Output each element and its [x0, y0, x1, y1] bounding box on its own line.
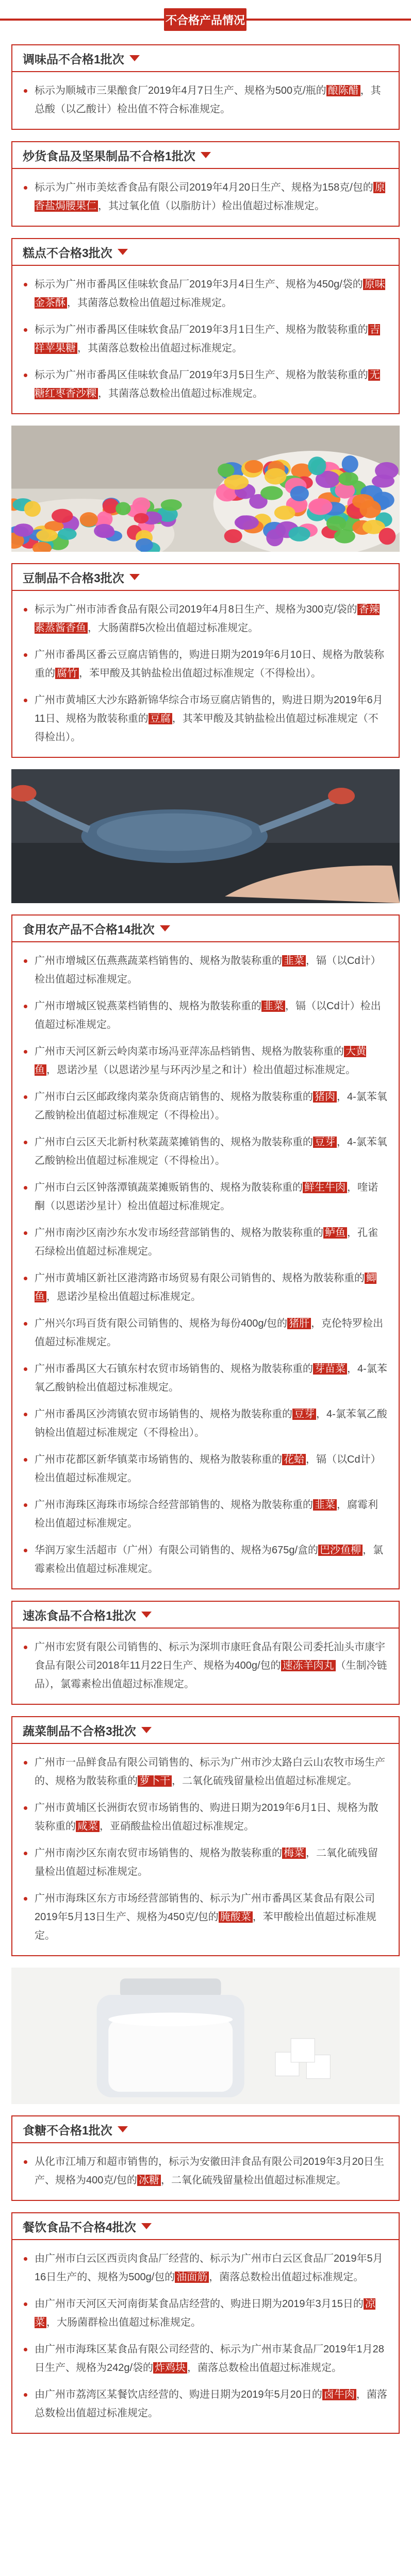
section-header: [12, 2213, 399, 2240]
item-text-segment: 广州市增城区锐燕菜档销售的、规格为散装称重的: [35, 1001, 261, 1012]
bullet-icon: [24, 328, 27, 332]
section-body: [12, 169, 399, 226]
caret-down-icon: [201, 152, 211, 158]
list-item: [24, 1224, 387, 1261]
product-name-highlight: 鲫鱼: [35, 1273, 376, 1302]
section: [11, 141, 400, 227]
section: [11, 914, 400, 1589]
item-text: [35, 1224, 387, 1261]
item-text-segment: 广州市番禺区番云豆腐店销售的，购进日期为2019年6月10日、规格为散装称重的: [35, 649, 384, 679]
section-header: [12, 239, 399, 266]
item-text: [35, 1496, 387, 1533]
section-body: [12, 942, 399, 1588]
item-text: [35, 1541, 387, 1578]
section-title: 炒货食品及坚果制品不合格1批次: [23, 149, 195, 163]
section-header: [12, 1717, 399, 1744]
product-name-highlight: 猪肝: [287, 1318, 311, 1329]
item-text-segment: 由广州市白云区西贡肉食品厂经营的、标示为广州市白云区食品厂2019年5月16日生产的、规格为500g/包的: [35, 2253, 383, 2283]
product-name-highlight: 炸鸡块: [153, 2362, 187, 2374]
list-item: [24, 366, 387, 403]
item-text-segment: ，大肠菌群检出值超过标准规定。: [46, 2317, 201, 2328]
item-text: [35, 2153, 387, 2190]
list-item: [24, 178, 387, 215]
sugar-photo: [11, 1968, 400, 2104]
list-item: [24, 1042, 387, 1079]
product-name-highlight: 冰糖: [137, 2175, 161, 2186]
product-name-highlight: 卤牛肉: [322, 2389, 356, 2400]
bullet-icon: [24, 1503, 27, 1507]
product-name-highlight: 无糖红枣香沙粿: [35, 369, 380, 399]
section-header: [12, 142, 399, 169]
section: [11, 238, 400, 414]
bullet-icon: [24, 1186, 27, 1190]
product-name-highlight: 酿陈醋: [326, 85, 360, 96]
item-text-segment: （生制冷链品），氯霉素检出值超过标准规定。: [35, 1660, 387, 1690]
section-header: [12, 916, 399, 942]
item-text-segment: ，菌落总数检出值超过标准规定。: [35, 2389, 387, 2419]
list-item: [24, 2295, 387, 2332]
bullet-icon: [24, 653, 27, 657]
item-text-segment: ，氯霉素检出值超过标准规定。: [35, 1545, 384, 1574]
item-text-segment: ，孔雀石绿检出值超过标准规定。: [35, 1227, 378, 1257]
item-text-segment: 广州市增城区伍燕燕蔬菜档销售的、规格为散装称重的: [35, 955, 282, 967]
bullet-icon: [24, 959, 27, 963]
product-name-highlight: 咸菜: [76, 1821, 100, 1832]
item-text-segment: 华润万家生活超市（广州）有限公司销售的、规格为675g/盒的: [35, 1545, 319, 1556]
list-item: [24, 1178, 387, 1215]
item-text-segment: 广州市黄埔区大沙东路新锦华综合市场豆腐店销售的，购进日期为2019年6月11日、规格为散装称重的: [35, 694, 383, 724]
section-title: 调味品不合格1批次: [23, 52, 124, 66]
caret-down-icon: [160, 925, 170, 931]
section-title: 糕点不合格3批次: [23, 246, 112, 260]
bullet-icon: [24, 1322, 27, 1326]
top-banner: [0, 5, 411, 35]
caret-down-icon: [141, 1727, 152, 1733]
product-name-highlight: 梅菜: [282, 1848, 306, 1859]
candy-photo: [11, 426, 400, 552]
list-item: [24, 1133, 387, 1170]
product-name-highlight: 大黄鱼: [35, 1046, 366, 1076]
item-text: [35, 2295, 387, 2332]
item-text-segment: 标示为广州市沛香食品有限公司2019年4月8日生产、规格为300克/袋的: [35, 604, 357, 615]
bullet-icon: [24, 699, 27, 702]
list-item: [24, 2249, 387, 2286]
list-item: [24, 1088, 387, 1125]
bullet-icon: [24, 2302, 27, 2306]
item-text: [35, 691, 387, 747]
list-item: [24, 320, 387, 358]
item-text-segment: 广州市天河区新云岭肉菜市场冯亚萍冻品档销售、规格为散装称重的: [35, 1046, 344, 1057]
item-text-segment: ，其总酸（以乙酸计）检出值不符合标准规定。: [35, 85, 381, 115]
list-item: [24, 1496, 387, 1533]
item-text-segment: 广州市南沙区南沙东水发市场经营部销售的、规格为散装称重的: [35, 1227, 323, 1239]
section-title: 速冻食品不合格1批次: [23, 1608, 136, 1622]
list-item: [24, 600, 387, 637]
bullet-icon: [24, 374, 27, 377]
bullet-icon: [24, 89, 27, 93]
bullet-icon: [24, 1231, 27, 1235]
item-text-segment: 广州市白云区钟落潭镇蔬菜摊贩销售的、规格为散装称重的: [35, 1182, 303, 1193]
item-text-segment: ，镉（以Cd计）检出值超过标准规定。: [35, 1001, 381, 1030]
product-name-highlight: 猪肉: [313, 1091, 337, 1103]
section-title: 蔬菜制品不合格3批次: [23, 1724, 136, 1738]
product-name-highlight: 凉菜: [35, 2298, 375, 2328]
item-text-segment: ，苯甲酸检出值超过标准规定。: [35, 1911, 376, 1941]
product-name-highlight: 吉祥苹果糖: [35, 324, 380, 354]
item-text-segment: 广州市宏贤有限公司销售的、标示为深圳市康旺食品有限公司委托汕头市康宇食品有限公司2018年11月22日生产、规格为400g/包的: [35, 1641, 385, 1671]
item-text-segment: 广州市海珠区海珠市场综合经营部销售的、规格为散装称重的: [35, 1499, 313, 1511]
product-name-highlight: 韭菜: [282, 955, 306, 967]
section-body: [12, 2240, 399, 2433]
list-item: [24, 2153, 387, 2190]
item-text-segment: 广州市一品鲜食品有限公司销售的、标示为广州市沙太路白云山农牧市场生产的、规格为散装称重的: [35, 1757, 385, 1787]
item-text-segment: 广州兴尔玛百货有限公司销售的、规格为每份400g/包的: [35, 1318, 288, 1329]
item-text: [35, 1178, 387, 1215]
item-text-segment: ，菌落总数检出值超过标准规定。: [209, 2272, 364, 2283]
caret-down-icon: [118, 2126, 128, 2132]
item-text: [35, 2340, 387, 2377]
list-item: [24, 2340, 387, 2377]
section-body: [12, 591, 399, 757]
item-text: [35, 952, 387, 989]
product-name-highlight: 鲈鱼: [323, 1227, 347, 1239]
item-text-segment: ，恩诺沙星检出值超过标准规定。: [46, 1291, 201, 1302]
section: [11, 1601, 400, 1705]
item-text-segment: ，其菌落总数检出值超过标准规定。: [77, 343, 242, 354]
item-text: [35, 178, 387, 215]
item-text: [35, 600, 387, 637]
item-text-segment: ，菌落总数检出值超过标准规定。: [187, 2362, 342, 2374]
item-text-segment: ，其菌落总数检出值超过标准规定。: [67, 297, 232, 309]
section-body: [12, 266, 399, 413]
item-text: [35, 1889, 387, 1945]
crab-photo: [11, 769, 400, 903]
section-title: 食用农产品不合格14批次: [23, 922, 155, 936]
crab-photo-frame: [11, 769, 400, 903]
item-text: [35, 1088, 387, 1125]
product-name-highlight: 豆芽: [292, 1409, 316, 1420]
section-title: 豆制品不合格3批次: [23, 571, 124, 585]
section-body: [12, 2143, 399, 2200]
item-text: [35, 2249, 387, 2286]
section-title: 食糖不合格1批次: [23, 2123, 112, 2137]
caret-down-icon: [141, 1612, 152, 1618]
list-item: [24, 275, 387, 312]
item-text-segment: 标示为广州市番禺区佳味软食品厂2019年3月1日生产、规格为散装称重的: [35, 324, 368, 335]
item-text-segment: 广州市南沙区东南农贸市场销售的、规格为散装称重的: [35, 1848, 282, 1859]
section-title: 餐饮食品不合格4批次: [23, 2220, 136, 2234]
item-text: [35, 320, 387, 358]
caret-down-icon: [129, 55, 140, 61]
list-item: [24, 1541, 387, 1578]
list-item: [24, 691, 387, 747]
item-text-segment: ，4-氯苯氧乙酸钠检出值超过标准规定（不得检出）。: [35, 1409, 387, 1438]
item-text: [35, 1314, 387, 1351]
product-name-highlight: 油面筋: [175, 2272, 209, 2283]
list-item: [24, 1450, 387, 1487]
page: [0, 5, 411, 2434]
item-text: [35, 1844, 387, 1881]
item-text-segment: ，二氧化硫残留量检出值超过标准规定。: [35, 1848, 378, 1877]
product-name-highlight: 萝卜干: [138, 1775, 172, 1787]
product-name-highlight: 香辣素蒸酱香鱼: [35, 604, 380, 634]
section-body: [12, 72, 399, 129]
bullet-icon: [24, 1095, 27, 1099]
bullet-icon: [24, 1141, 27, 1144]
banner-title: 不合格产品情况: [164, 8, 246, 31]
item-text: [35, 1638, 387, 1693]
section: [11, 44, 400, 130]
bullet-icon: [24, 1646, 27, 1649]
product-name-highlight: 腌酸菜: [219, 1911, 253, 1923]
list-item: [24, 81, 387, 118]
section-header: [12, 45, 399, 72]
list-item: [24, 1753, 387, 1790]
item-text-segment: ，喹诺酮（以恩诺沙星计）检出值超过标准规定。: [35, 1182, 378, 1212]
product-name-highlight: 原香盐焗腰果仁: [35, 182, 385, 212]
item-text-segment: ，其菌落总数检出值超过标准规定。: [98, 388, 263, 399]
item-text-segment: 广州市花都区新华镇菜市场销售的、规格为散装称重的: [35, 1454, 282, 1465]
item-text-segment: 从化市江埔万和超市销售的，标示为安徽田沣食品有限公司2019年3月20日生产、规格为400克/包的: [35, 2156, 384, 2186]
caret-down-icon: [118, 249, 128, 255]
item-text-segment: 广州市海珠区东方市场经营部销售的、标示为广州市番禺区某食品有限公司2019年5月13日生产、规格为450克/包的: [35, 1893, 375, 1923]
list-item: [24, 1638, 387, 1693]
bullet-icon: [24, 2348, 27, 2351]
content: [0, 44, 411, 2434]
item-text-segment: 广州市白云区邮政缘肉菜杂货商店销售的、规格为散装称重的: [35, 1091, 313, 1103]
item-text: [35, 275, 387, 312]
item-text-segment: ，大肠菌群5次检出值超过标准规定。: [88, 622, 259, 634]
item-text-segment: ，镉（以Cd计）检出值超过标准规定。: [35, 1454, 381, 1484]
bullet-icon: [24, 186, 27, 190]
bullet-icon: [24, 1549, 27, 1552]
item-text-segment: ，4-氯苯氧乙酸钠检出值超过标准规定（不得检出）。: [35, 1091, 387, 1121]
item-text-segment: ，腐霉利检出值超过标准规定。: [35, 1499, 378, 1529]
item-text-segment: ，镉（以Cd计）检出值超过标准规定。: [35, 955, 381, 985]
list-item: [24, 1314, 387, 1351]
product-name-highlight: 花蛤: [282, 1454, 306, 1465]
product-name-highlight: 韭菜: [261, 1001, 285, 1012]
bullet-icon: [24, 1852, 27, 1855]
item-text-segment: ，苯甲酸及其钠盐检出值超过标准规定（不得检出）。: [79, 668, 321, 679]
item-text: [35, 1269, 387, 1306]
item-text-segment: ，亚硝酸盐检出值超过标准规定。: [100, 1821, 254, 1832]
bullet-icon: [24, 1458, 27, 1462]
item-text-segment: 广州市番禺区大石镇东村农贸市场销售的、规格为散装称重的: [35, 1363, 313, 1375]
list-item: [24, 1844, 387, 1881]
caret-down-icon: [141, 2223, 152, 2229]
bullet-icon: [24, 608, 27, 612]
item-text: [35, 366, 387, 403]
item-text: [35, 646, 387, 683]
item-text: [35, 81, 387, 118]
list-item: [24, 952, 387, 989]
section-header: [12, 1602, 399, 1629]
bullet-icon: [24, 1413, 27, 1416]
section: [11, 563, 400, 758]
sugar-photo-frame: [11, 1968, 400, 2104]
bullet-icon: [24, 2257, 27, 2261]
item-text: [35, 1133, 387, 1170]
item-text: [35, 1753, 387, 1790]
bullet-icon: [24, 1761, 27, 1765]
item-text-segment: ，二氧化硫残留量检出值超过标准规定。: [160, 2175, 347, 2186]
item-text-segment: 标示为广州市美炫香食品有限公司2019年4月20日生产、规格为158克/包的: [35, 182, 373, 193]
bullet-icon: [24, 1005, 27, 1008]
list-item: [24, 997, 387, 1034]
item-text: [35, 1799, 387, 1836]
list-item: [24, 2385, 387, 2422]
item-text-segment: 由广州市荔湾区某餐饮店经营的、购进日期为2019年5月20日的: [35, 2389, 322, 2400]
item-text-segment: ，4-氯苯氧乙酸钠检出值超过标准规定（不得检出）。: [35, 1137, 387, 1166]
item-text: [35, 2385, 387, 2422]
item-text-segment: 由广州市海珠区某食品有限公司经营的、标示为广州市某食品厂2019年1月28日生产、规格为242g/袋的: [35, 2344, 384, 2374]
section-body: [12, 1629, 399, 1704]
product-name-highlight: 鲜生牛肉: [303, 1182, 347, 1193]
item-text-segment: 广州市番禺区沙湾镇农贸市场销售的、规格为散装称重的: [35, 1409, 292, 1420]
list-item: [24, 1269, 387, 1306]
item-text: [35, 1450, 387, 1487]
section-body: [12, 1744, 399, 1955]
bullet-icon: [24, 1367, 27, 1371]
product-name-highlight: 速冻羊肉丸: [281, 1660, 336, 1671]
item-text-segment: ，其苯甲酸及其钠盐检出值超过标准规定（不得检出）。: [35, 713, 379, 743]
item-text-segment: 标示为顺城市三果酿食厂2019年4月7日生产、规格为500克/瓶的: [35, 85, 326, 96]
item-text-segment: 标示为广州市番禺区佳味软食品厂2019年3月4日生产、规格为450g/袋的: [35, 279, 363, 290]
section: [11, 1716, 400, 1956]
section: [11, 2115, 400, 2201]
caret-down-icon: [129, 574, 140, 580]
product-name-highlight: 芽苗菜: [313, 1363, 347, 1375]
bullet-icon: [24, 1806, 27, 1810]
bullet-icon: [24, 2393, 27, 2397]
list-item: [24, 1889, 387, 1945]
item-text: [35, 1042, 387, 1079]
item-text-segment: 广州市黄埔区长洲街农贸市场销售的、购进日期为2019年6月1日、规格为散装称重的: [35, 1802, 379, 1832]
product-name-highlight: 原味金茶酥: [35, 279, 385, 309]
list-item: [24, 1360, 387, 1397]
item-text: [35, 997, 387, 1034]
bullet-icon: [24, 1897, 27, 1901]
item-text-segment: ，4-氯苯氧乙酸钠检出值超过标准规定。: [35, 1363, 387, 1393]
item-text-segment: 广州市黄埔区新社区港湾路市场贸易有限公司销售的、规格为散装称重的: [35, 1273, 365, 1284]
bullet-icon: [24, 1050, 27, 1054]
product-name-highlight: 豆芽: [313, 1137, 337, 1148]
bullet-icon: [24, 2160, 27, 2164]
list-item: [24, 1799, 387, 1836]
item-text: [35, 1405, 387, 1442]
section-header: [12, 2116, 399, 2143]
item-text-segment: 标示为广州市番禺区佳味软食品厂2019年3月5日生产、规格为散装称重的: [35, 369, 368, 381]
product-name-highlight: 豆腐: [149, 713, 172, 724]
product-name-highlight: 韭菜: [313, 1499, 337, 1511]
bullet-icon: [24, 1277, 27, 1280]
item-text: [35, 1360, 387, 1397]
item-text-segment: ，恩诺沙星（以恩诺沙星与环丙沙星之和计）检出值超过标准规定。: [46, 1064, 356, 1076]
item-text-segment: 由广州市天河区天河南街某食品店经营的、购进日期为2019年3月15日的: [35, 2298, 364, 2310]
item-text-segment: ，克伦特罗检出值超过标准规定。: [35, 1318, 384, 1348]
product-name-highlight: 巴沙鱼柳: [318, 1545, 363, 1556]
list-item: [24, 646, 387, 683]
item-text-segment: ，其过氧化值（以脂肪计）检出值超过标准规定。: [98, 200, 325, 212]
item-text-segment: ，二氧化硫残留量检出值超过标准规定。: [172, 1775, 357, 1787]
item-text-segment: 广州市白云区天北新村秋菜蔬菜摊销售的、规格为散装称重的: [35, 1137, 313, 1148]
list-item: [24, 1405, 387, 1442]
candy-photo-frame: [11, 426, 400, 552]
section: [11, 2212, 400, 2434]
product-name-highlight: 腐竹: [55, 668, 79, 679]
section-header: [12, 564, 399, 591]
bullet-icon: [24, 283, 27, 286]
